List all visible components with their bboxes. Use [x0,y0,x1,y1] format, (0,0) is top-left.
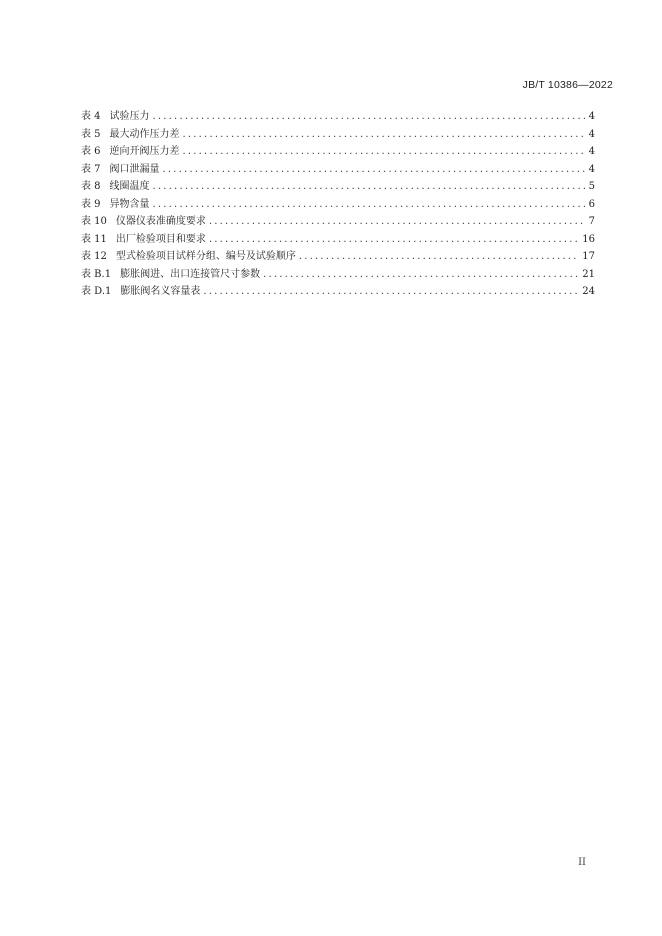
toc-entry-label: 表 9 [81,198,101,210]
toc-entry[interactable] [81,283,595,301]
toc-entry-page: 4 [588,163,595,175]
toc-entry-page: 6 [588,198,595,210]
toc-entry-page: 7 [588,216,595,227]
toc-entry-title: 试验压力 [109,111,150,122]
toc-entry[interactable] [81,143,595,161]
toc-entry-label: 表 5 [81,128,101,140]
toc-entry[interactable] [81,196,595,214]
toc-leader-dots [299,248,579,266]
toc-entry-title: 阀口泄漏量 [109,163,160,175]
toc-entry-label: 表 4 [81,111,101,122]
standard-code: JB/T 10386—2022 [522,79,613,91]
toc-entry[interactable] [81,178,595,196]
toc-leader-dots [203,283,579,301]
toc-entry-title: 最大动作压力差 [109,128,180,140]
toc-entry-title: 膨胀阀名义容量表 [120,286,201,297]
toc-entry[interactable] [81,213,595,231]
toc-entry-label: 表 7 [81,163,101,175]
toc-leader-dots [209,231,579,249]
toc-entry-page: 4 [588,111,595,122]
toc-entry-title: 型式检验项目试样分组、编号及试验顺序 [115,251,296,262]
toc-entry-page: 16 [582,233,595,245]
page-number: II [578,857,586,868]
toc-leader-dots [209,213,586,231]
toc-entry-title: 异物含量 [109,198,150,210]
toc-entry-label: 表 12 [81,251,107,262]
toc-entry[interactable] [81,161,595,179]
toc-entry[interactable] [81,231,595,249]
toc-entry-title: 仪器仪表准确度要求 [115,216,206,227]
toc-entry-title: 线圈温度 [109,181,150,192]
toc-leader-dots [153,108,586,126]
toc-entry-label: 表 B.1 [81,268,112,280]
toc-entry-label: 表 6 [81,146,101,157]
toc-entry-label: 表 10 [81,216,107,227]
toc-entry-page: 4 [588,128,595,140]
toc-entry-label: 表 D.1 [81,286,112,297]
toc-leader-dots [163,161,586,179]
toc-entry-title: 出厂检验项目和要求 [115,233,206,245]
toc-entry-page: 21 [582,268,595,280]
toc-entry[interactable] [81,248,595,266]
toc-leader-dots [263,266,579,284]
toc-entry-title: 膨胀阀进、出口连接管尺寸参数 [120,268,261,280]
toc-entry-page: 4 [588,146,595,157]
toc-entry-page: 17 [582,251,595,262]
table-of-tables [81,108,595,301]
toc-entry[interactable] [81,108,595,126]
toc-leader-dots [183,126,586,144]
toc-entry[interactable] [81,266,595,284]
toc-entry-page: 24 [582,286,595,297]
toc-entry-label: 表 11 [81,233,107,245]
toc-leader-dots [153,196,586,214]
toc-entry-title: 逆向开阀压力差 [109,146,180,157]
toc-entry[interactable] [81,126,595,144]
toc-leader-dots [153,178,586,196]
toc-entry-page: 5 [588,181,595,192]
toc-entry-label: 表 8 [81,181,101,192]
toc-leader-dots [183,143,586,161]
